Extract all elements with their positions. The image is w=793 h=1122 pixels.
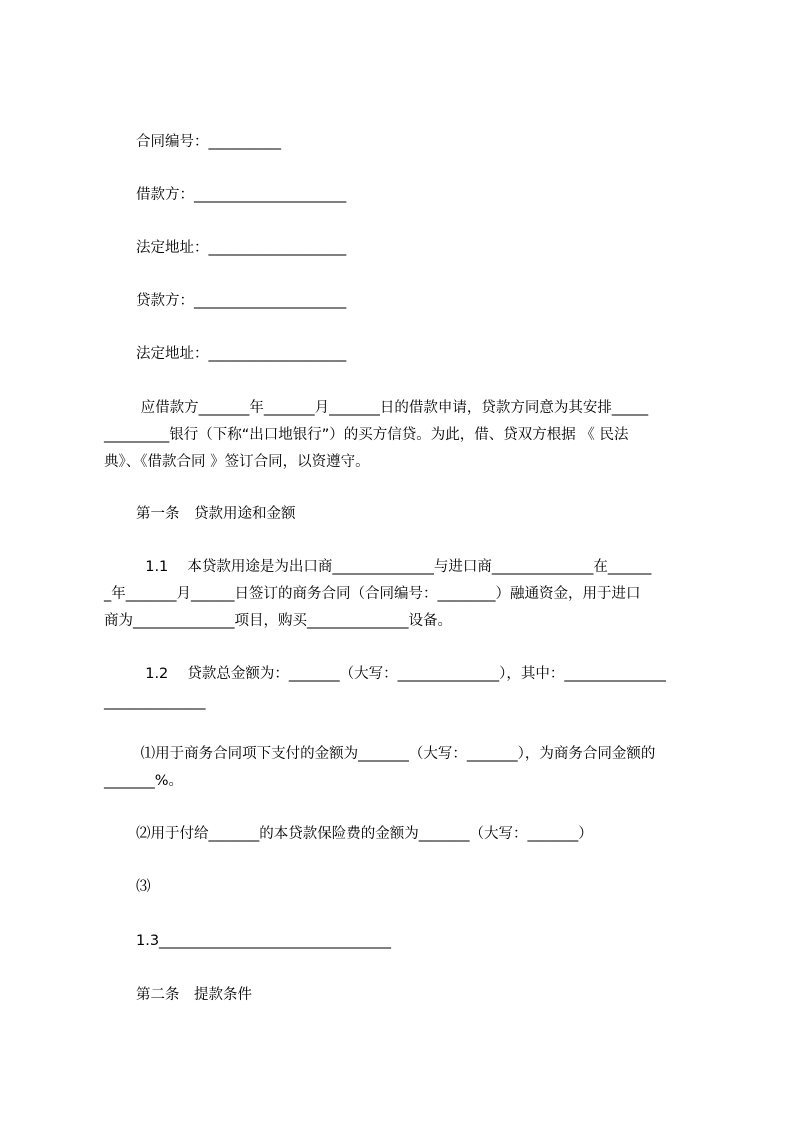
clause-1-1-line-3: 商为______________项目，购买______________设备。 (104, 613, 452, 629)
lender-address-line: 法定地址：___________________ (136, 346, 347, 362)
clause-1-3-line: 1.3________________________________ (136, 933, 392, 949)
article-1-title: 第一条 贷款用途和金额 (136, 506, 296, 522)
item-1-line-2: _______%。 (104, 773, 184, 789)
borrower-address-line: 法定地址：___________________ (136, 240, 347, 256)
lender-line: 贷款方：_____________________ (136, 293, 347, 309)
item-1-line-1: ⑴用于商务合同项下支付的金额为_______（大写：_______），为商务合同金额的 (136, 746, 656, 762)
article-2-title: 第二条 提款条件 (136, 987, 252, 1003)
clause-1-1-line-1: 1.1 本贷款用途是为出口商______________与进口商______________在______ (136, 559, 652, 575)
clause-1-1-line-2: _年_______月______日签订的商务合同（合同编号：________）融通资金，用于进口 (104, 586, 641, 602)
clause-1-2-line-2: ______________ (104, 694, 206, 710)
borrower-line: 借款方：_____________________ (136, 187, 347, 203)
intro-line-2: _________银行（下称“出口地银行”）的买方信贷。为此，借、贷双方根据 《 民法 (104, 427, 629, 443)
intro-line-3: 典》、《借款合同 》签订合同，以资遵守。 (104, 454, 370, 470)
contract-number-line: 合同编号：__________ (136, 134, 281, 150)
item-3-line: ⑶ (136, 879, 151, 895)
item-2-line: ⑵用于付给_______的本贷款保险费的金额为_______（大写：_______） (136, 826, 593, 842)
intro-line-1: 应借款方_______年_______月_______日的借款申请，贷款方同意为其安排_____ (136, 400, 649, 416)
clause-1-2-line-1: 1.2 贷款总金额为：_______（大写：______________），其中：______________ (136, 666, 666, 682)
